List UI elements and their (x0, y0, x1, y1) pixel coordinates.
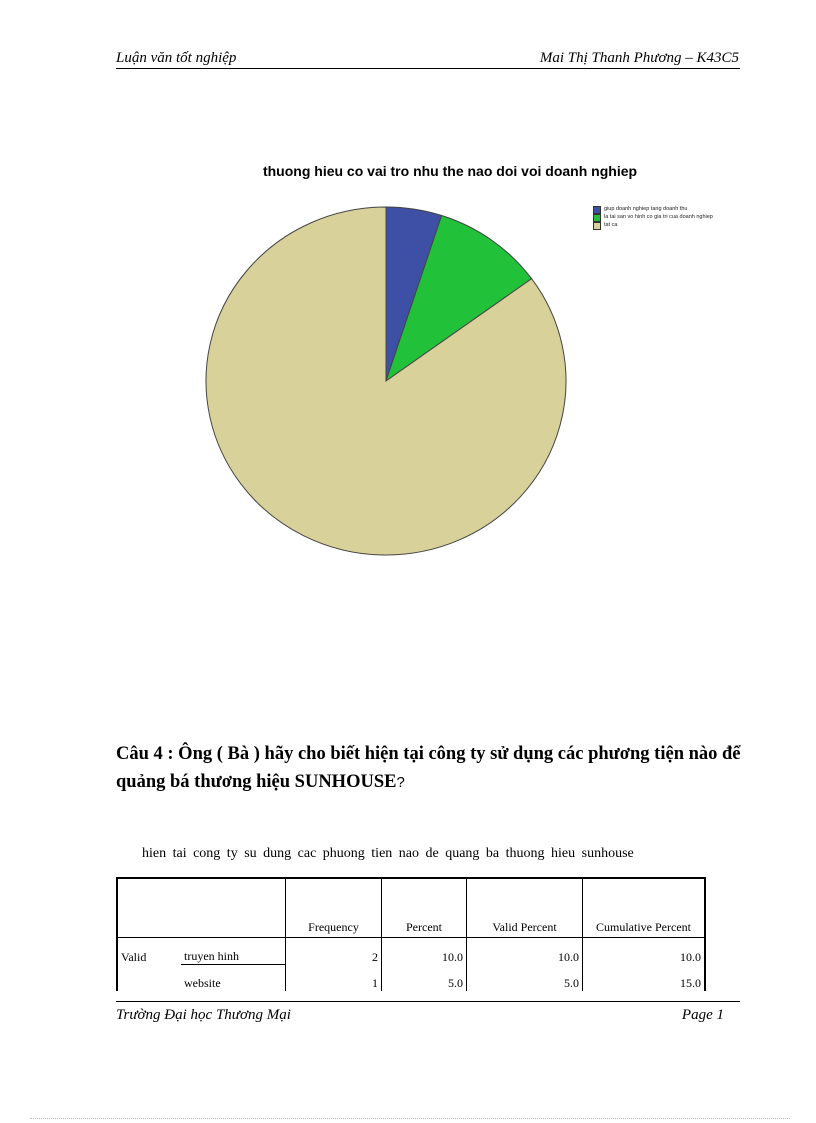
legend-item (593, 206, 723, 214)
header-valid-percent: Valid Percent (467, 878, 583, 938)
row-label: website (181, 965, 286, 992)
legend-label: giup doanh nghiep tang doanh thu (604, 206, 688, 212)
cell-cumulative-percent: 15.0 (583, 965, 706, 992)
legend-item (593, 222, 723, 230)
group-label: Valid (117, 938, 181, 965)
legend-swatch (593, 214, 601, 222)
footer-rule (116, 1001, 740, 1002)
page-edge (30, 1118, 790, 1119)
question-mark: ? (396, 774, 405, 791)
pie-chart (170, 155, 730, 575)
question-4 (116, 740, 746, 797)
table-row (117, 965, 705, 992)
question-text: Câu 4 : Ông ( Bà ) hãy cho biết hiện tại công ty sử dụng các phương tiện nào để quảng bá thương hiệu SUNHOUSE (116, 744, 741, 792)
cell-percent: 10.0 (382, 938, 467, 965)
cell-valid-percent: 10.0 (467, 938, 583, 965)
table-title: hien tai cong ty su dung cac phuong tien nao de quang ba thuong hieu sunhouse (142, 846, 634, 861)
footer-right: Page 1 (681, 1007, 724, 1023)
legend-swatch (593, 206, 601, 214)
cell-frequency: 2 (286, 938, 382, 965)
row-label: truyen hinh (181, 938, 286, 965)
table-row (117, 938, 705, 965)
footer-left: Trường Đại học Thương Mại (116, 1007, 291, 1023)
header-frequency: Frequency (286, 878, 382, 938)
cell-cumulative-percent: 10.0 (583, 938, 706, 965)
cell-valid-percent: 5.0 (467, 965, 583, 992)
cell-percent: 5.0 (382, 965, 467, 992)
header-left: Luận văn tốt nghiệp (116, 50, 237, 66)
legend-swatch (593, 222, 601, 230)
table-header-row (117, 878, 705, 938)
chart-title: thuong hieu co vai tro nhu the nao doi voi doanh nghiep (262, 163, 638, 179)
cell-frequency: 1 (286, 965, 382, 992)
frequency-table (116, 877, 706, 991)
header-percent: Percent (382, 878, 467, 938)
header-right: Mai Thị Thanh Phương – K43C5 (539, 50, 739, 66)
header-cumulative-percent: Cumulative Percent (583, 878, 706, 938)
header-rule (116, 68, 740, 69)
legend-label: la tai san vo hinh co gia tri cua doanh nghiep (604, 214, 713, 220)
legend-label: tat ca (604, 222, 618, 228)
legend-item (593, 214, 723, 222)
chart-legend (593, 206, 723, 230)
